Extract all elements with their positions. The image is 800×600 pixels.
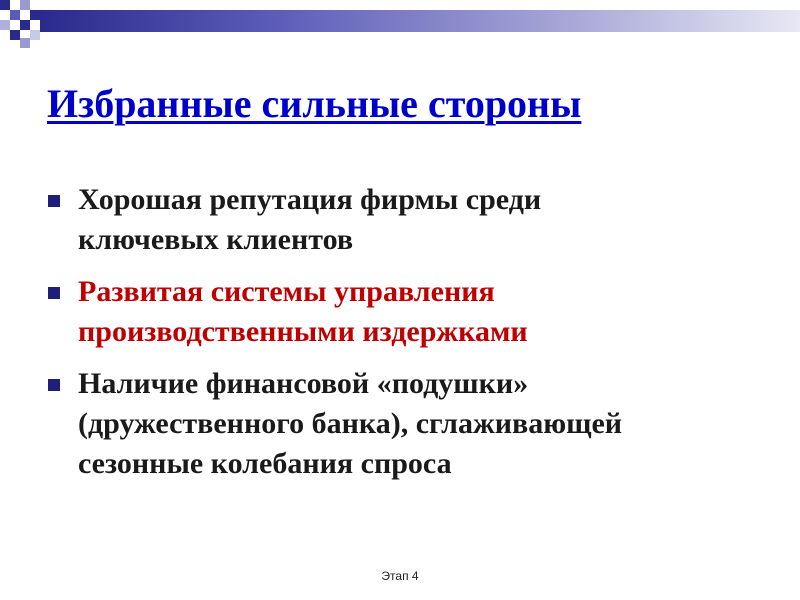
- decor-square: [10, 10, 20, 20]
- slide-title: Избранные сильные стороны: [47, 81, 582, 126]
- square-bullet-icon: [48, 287, 60, 299]
- decor-square: [20, 20, 30, 30]
- header-gradient-band: [40, 10, 800, 32]
- decor-square: [20, 10, 30, 20]
- bullet-item: [46, 272, 766, 352]
- bullet-text-line: Хорошая репутация фирмы среди: [78, 183, 542, 216]
- decor-square: [30, 30, 40, 40]
- decor-square: [20, 38, 30, 48]
- decor-square: [0, 20, 10, 30]
- bullet-text-line: Развитая системы управления: [78, 275, 495, 308]
- bullet-item: [46, 180, 766, 260]
- decor-square: [10, 0, 20, 10]
- header-decoration: [0, 0, 800, 48]
- decor-square: [10, 20, 20, 30]
- bullet-text-line: ключевых клиентов: [78, 223, 354, 256]
- slide-footer: Этап 4: [381, 569, 419, 583]
- square-bullet-icon: [48, 195, 60, 207]
- decor-square: [30, 0, 40, 10]
- decor-square: [0, 10, 10, 20]
- square-bullet-icon: [48, 379, 60, 391]
- decor-square: [30, 20, 40, 30]
- decor-square: [20, 0, 30, 10]
- bullet-list: [46, 180, 766, 496]
- decor-square: [30, 10, 40, 20]
- bullet-text-line: Наличие финансовой «подушки»: [78, 367, 529, 400]
- bullet-text-line: (дружественного банка), сглаживающей: [78, 407, 623, 440]
- decor-square: [10, 30, 20, 40]
- bullet-item: [46, 364, 766, 484]
- decor-square: [0, 0, 10, 10]
- bullet-text-line: сезонные колебания спроса: [78, 447, 452, 480]
- bullet-text-line: производственными издержками: [78, 315, 528, 348]
